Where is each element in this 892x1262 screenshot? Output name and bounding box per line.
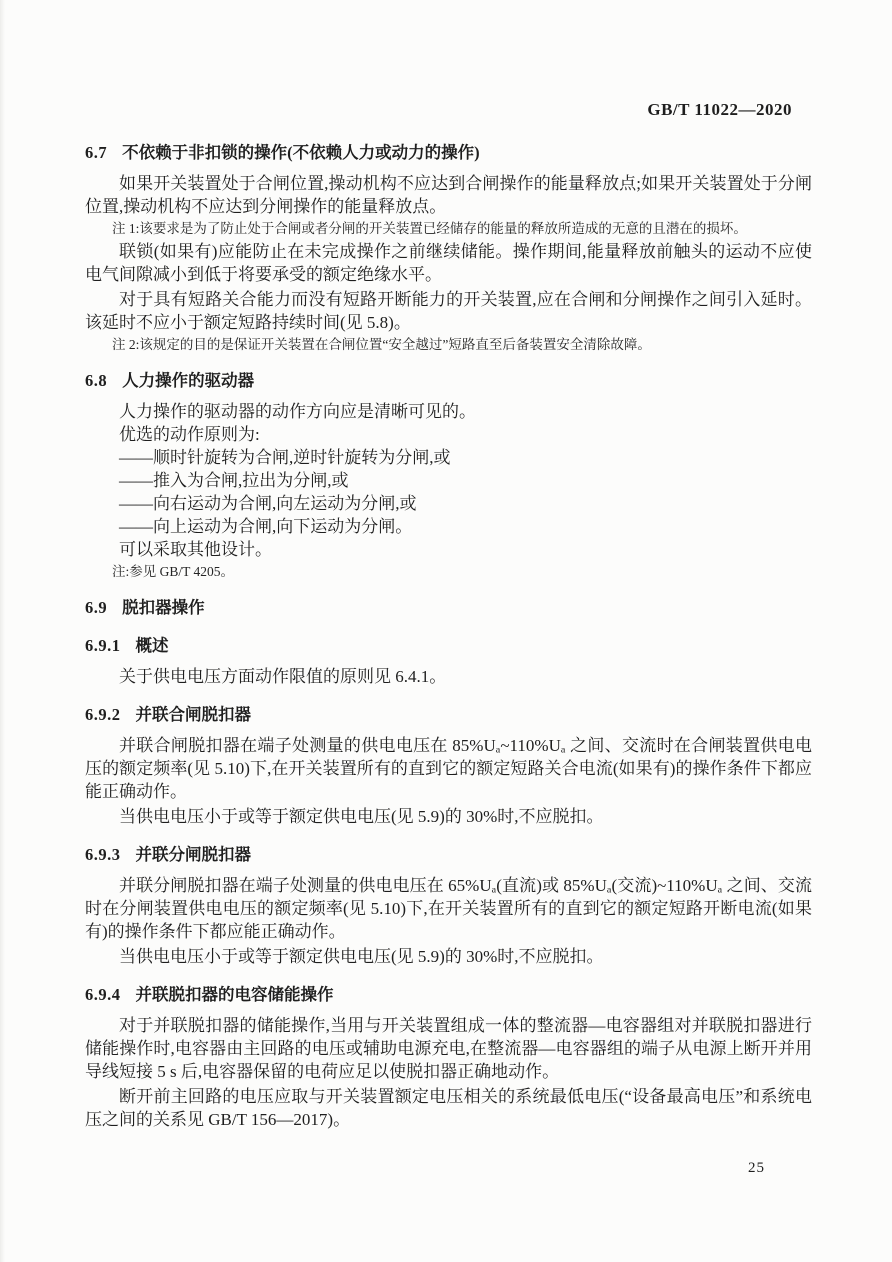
section-number: 6.9.4 bbox=[85, 985, 121, 1004]
section-number: 6.9.1 bbox=[85, 636, 121, 655]
section-heading-6-8 bbox=[85, 370, 812, 392]
section-title: 并联合闸脱扣器 bbox=[135, 705, 251, 724]
section-title: 并联脱扣器的电容储能操作 bbox=[135, 985, 334, 1004]
list-item: ——顺时针旋转为合闸,逆时针旋转为分闸,或 bbox=[119, 448, 451, 467]
note: 注:参见 GB/T 4205。 bbox=[112, 564, 235, 579]
section-heading-6-9-2 bbox=[85, 704, 812, 726]
list-item: ——向右运动为合闸,向左运动为分闸,或 bbox=[119, 494, 417, 513]
paragraph: 当供电电压小于或等于额定供电电压(见 5.9)的 30%时,不应脱扣。 bbox=[119, 807, 604, 826]
paragraph: 对于具有短路关合能力而没有短路开断能力的开关装置,应在合闸和分闸操作之间引入延时。该延时不应小于额定短路持续时间(见 5.8)。 bbox=[85, 290, 812, 332]
paragraph: 可以采取其他设计。 bbox=[119, 540, 272, 559]
section-number: 6.9.2 bbox=[85, 705, 121, 724]
list-item: ——推入为合闸,拉出为分闸,或 bbox=[119, 471, 349, 490]
section-number: 6.7 bbox=[85, 143, 108, 162]
paragraph: 关于供电电压方面动作限值的原则见 6.4.1。 bbox=[119, 667, 447, 686]
paragraph: 当供电电压小于或等于额定供电电压(见 5.9)的 30%时,不应脱扣。 bbox=[119, 947, 604, 966]
page-number: 25 bbox=[748, 1160, 765, 1176]
paragraph: 断开前主回路的电压应取与开关装置额定电压相关的系统最低电压(“设备最高电压”和系统电压之间的关系见 GB/T 156—2017)。 bbox=[85, 1087, 812, 1129]
page-content bbox=[85, 142, 812, 1133]
paragraph: 优选的动作原则为: bbox=[119, 425, 260, 444]
section-title: 脱扣器操作 bbox=[122, 598, 205, 617]
paragraph: 如果开关装置处于合闸位置,操动机构不应达到合闸操作的能量释放点;如果开关装置处于分闸位置,操动机构不应达到分闸操作的能量释放点。 bbox=[85, 174, 812, 216]
note: 注 1:该要求是为了防止处于合闸或者分闸的开关装置已经储存的能量的释放所造成的无意的且潜在的损坏。 bbox=[112, 221, 747, 236]
paragraph: 并联合闸脱扣器在端子处测量的供电电压在 85%Uₐ~110%Uₐ 之间、交流时在合闸装置供电电压的额定频率(见 5.10)下,在开关装置所有的直到它的额定短路关合电流(如果有)的操作条件下都应能正确动作。 bbox=[85, 736, 812, 801]
paragraph: 联锁(如果有)应能防止在未完成操作之前继续储能。操作期间,能量释放前触头的运动不应使电气间隙减小到低于将要承受的额定绝缘水平。 bbox=[85, 242, 812, 284]
section-title: 并联分闸脱扣器 bbox=[135, 845, 251, 864]
section-heading-6-9 bbox=[85, 597, 812, 619]
section-number: 6.9.3 bbox=[85, 845, 121, 864]
section-number: 6.8 bbox=[85, 371, 108, 390]
section-title: 概述 bbox=[135, 636, 169, 655]
paragraph: 人力操作的驱动器的动作方向应是清晰可见的。 bbox=[119, 402, 476, 421]
section-number: 6.9 bbox=[85, 598, 108, 617]
paragraph: 对于并联脱扣器的储能操作,当用与开关装置组成一体的整流器—电容器组对并联脱扣器进行储能操作时,电容器由主回路的电压或辅助电源充电,在整流器—电容器组的端子从电源上断开并用导线短接 5 s 后,电容器保留的电荷应足以使脱扣器正确地动作。 bbox=[85, 1016, 812, 1081]
section-heading-6-7 bbox=[85, 142, 812, 164]
section-heading-6-9-4 bbox=[85, 984, 812, 1006]
list-item: ——向上运动为合闸,向下运动为分闸。 bbox=[119, 517, 413, 536]
section-heading-6-9-1 bbox=[85, 635, 812, 657]
note: 注 2:该规定的目的是保证开关装置在合闸位置“安全越过”短路直至后备装置安全清除故障。 bbox=[112, 337, 651, 352]
section-title: 不依赖于非扣锁的操作(不依赖人力或动力的操作) bbox=[122, 143, 480, 162]
section-heading-6-9-3 bbox=[85, 844, 812, 866]
scan-edge-shadow bbox=[0, 0, 5, 1262]
doc-number-header: GB/T 11022—2020 bbox=[647, 100, 792, 119]
paragraph: 并联分闸脱扣器在端子处测量的供电电压在 65%Uₐ(直流)或 85%Uₐ(交流)~110%Uₐ 之间、交流时在分闸装置供电电压的额定频率(见 5.10)下,在开关装置所有的直到它的额定短路开断电流(如果有)的操作条件下都应能正确动作。 bbox=[85, 876, 812, 941]
section-title: 人力操作的驱动器 bbox=[122, 371, 255, 390]
